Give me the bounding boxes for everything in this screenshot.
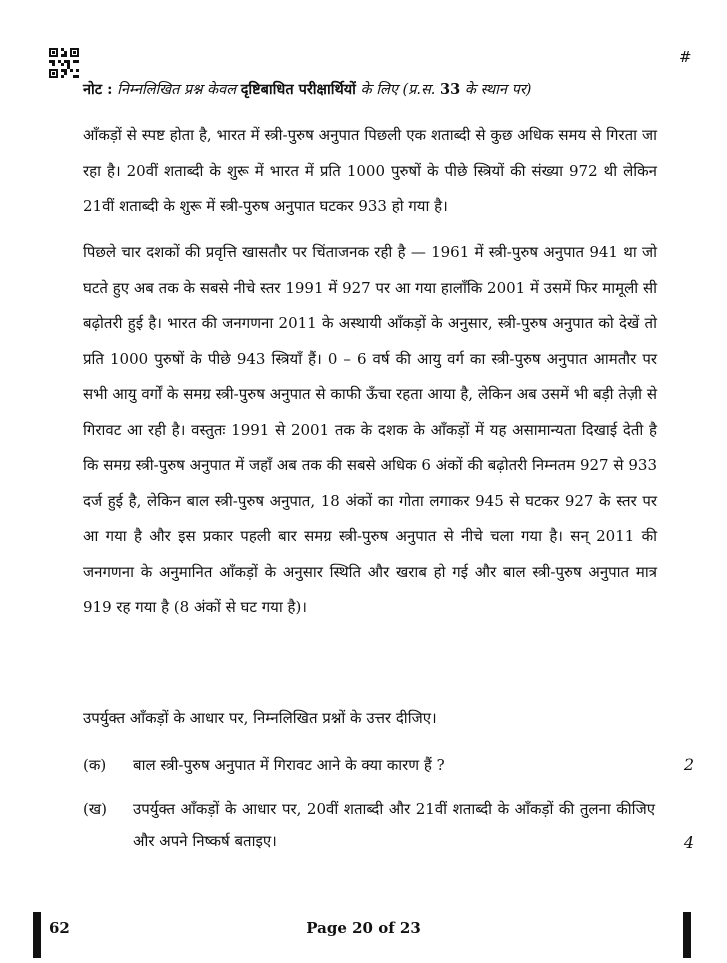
question-text: बाल स्त्री-पुरुष अनुपात में गिरावट आने के क्या कारण हैं ? xyxy=(133,756,445,774)
note-question-number: 33 xyxy=(440,81,461,98)
question-label: (ख) xyxy=(83,800,107,818)
passage-paragraph-2: पिछले चार दशकों की प्रवृत्ति खासतौर पर चिंताजनक रही है — 1961 में स्त्री-पुरुष अनुपात 941 था जो घटते हुए अब तक के सबसे नीचे स्तर 1991 में 927 पर आ गया हालाँकि 2001 में उसमें फिर मामूली सी बढ़ोतरी हुई है। भारत की जनगणना 2011 के अस्थायी आँकड़ों के अनुसार, स्त्री-पुरुष अनुपात को देखें तो प्रति 1000 पुरुषों के पीछे 943 स्त्रियाँ हैं। 0 – 6 वर्ष की आयु वर्ग का स्त्री-पुरुष अनुपात आमतौर पर सभी आयु वर्गों के समग्र स्त्री-पुरुष अनुपात से काफी ऊँचा रहता आया है, लेकिन अब उसमें भी बड़ी तेज़ी से गिरावट आ रही है। वस्तुतः 1991 से 2001 तक के दशक के आँकड़ों में यह असामान्यता दिखाई देती है कि समग्र स्त्री-पुरुष अनुपात में जहाँ अब तक की सबसे अधिक 6 अंकों की बढ़ोतरी निम्नतम 927 से 933 दर्ज हुई है, लेकिन बाल स्त्री-पुरुष अनुपात, 18 अंकों का गोता लगाकर 945 से घटकर 927 के स्तर पर आ गया है और इस प्रकार पहली बार समग्र स्त्री-पुरुष अनुपात से नीचे चला गया है। सन् 2011 की जनगणना के अनुमानित आँकड़ों के अनुसार स्थिति और खराब हो गई और बाल स्त्री-पुरुष अनुपात मात्र 919 रह गया है (8 अंकों से घट गया है)। xyxy=(83,243,657,616)
qr-code-icon xyxy=(49,48,79,78)
note-label: नोट : xyxy=(83,81,113,98)
passage-paragraph-1: आँकड़ों से स्पष्ट होता है, भारत में स्त्री-पुरुष अनुपात पिछली एक शताब्दी से कुछ अधिक समय से गिरता जा रहा है। 20वीं शताब्दी के शुरू में भारत में प्रति 1000 पुरुषों के पीछे स्त्रियों की संख्या 972 थी लेकिन 21वीं शताब्दी के शुरू में स्त्री-पुरुष अनुपात घटकर 933 हो गया है। xyxy=(83,126,657,215)
question-marks: 2 xyxy=(683,755,694,774)
question-instruction: उपर्युक्त आँकड़ों के आधार पर, निम्नलिखित प्रश्नों के उत्तर दीजिए। xyxy=(83,709,437,727)
visually-impaired-note xyxy=(83,80,693,100)
page-hash-mark: # xyxy=(679,48,692,66)
note-emphasis: दृष्टिबाधित परीक्षार्थियों xyxy=(240,81,356,98)
note-text-after: के लिए (प्र.स. xyxy=(355,82,441,98)
page-number: Page 20 of 23 xyxy=(306,919,421,937)
note-text-before: निम्नलिखित प्रश्न केवल xyxy=(112,82,241,98)
note-text-end: के स्थान पर) xyxy=(460,82,532,98)
page-code: 62 xyxy=(49,919,70,937)
question-label: (क) xyxy=(83,756,107,774)
question-text: उपर्युक्त आँकड़ों के आधार पर, 20वीं शताब्दी और 21वीं शताब्दी के आँकड़ों की तुलना कीजिए और अपने निष्कर्ष बताइए। xyxy=(133,800,655,850)
question-marks: 4 xyxy=(683,833,694,852)
